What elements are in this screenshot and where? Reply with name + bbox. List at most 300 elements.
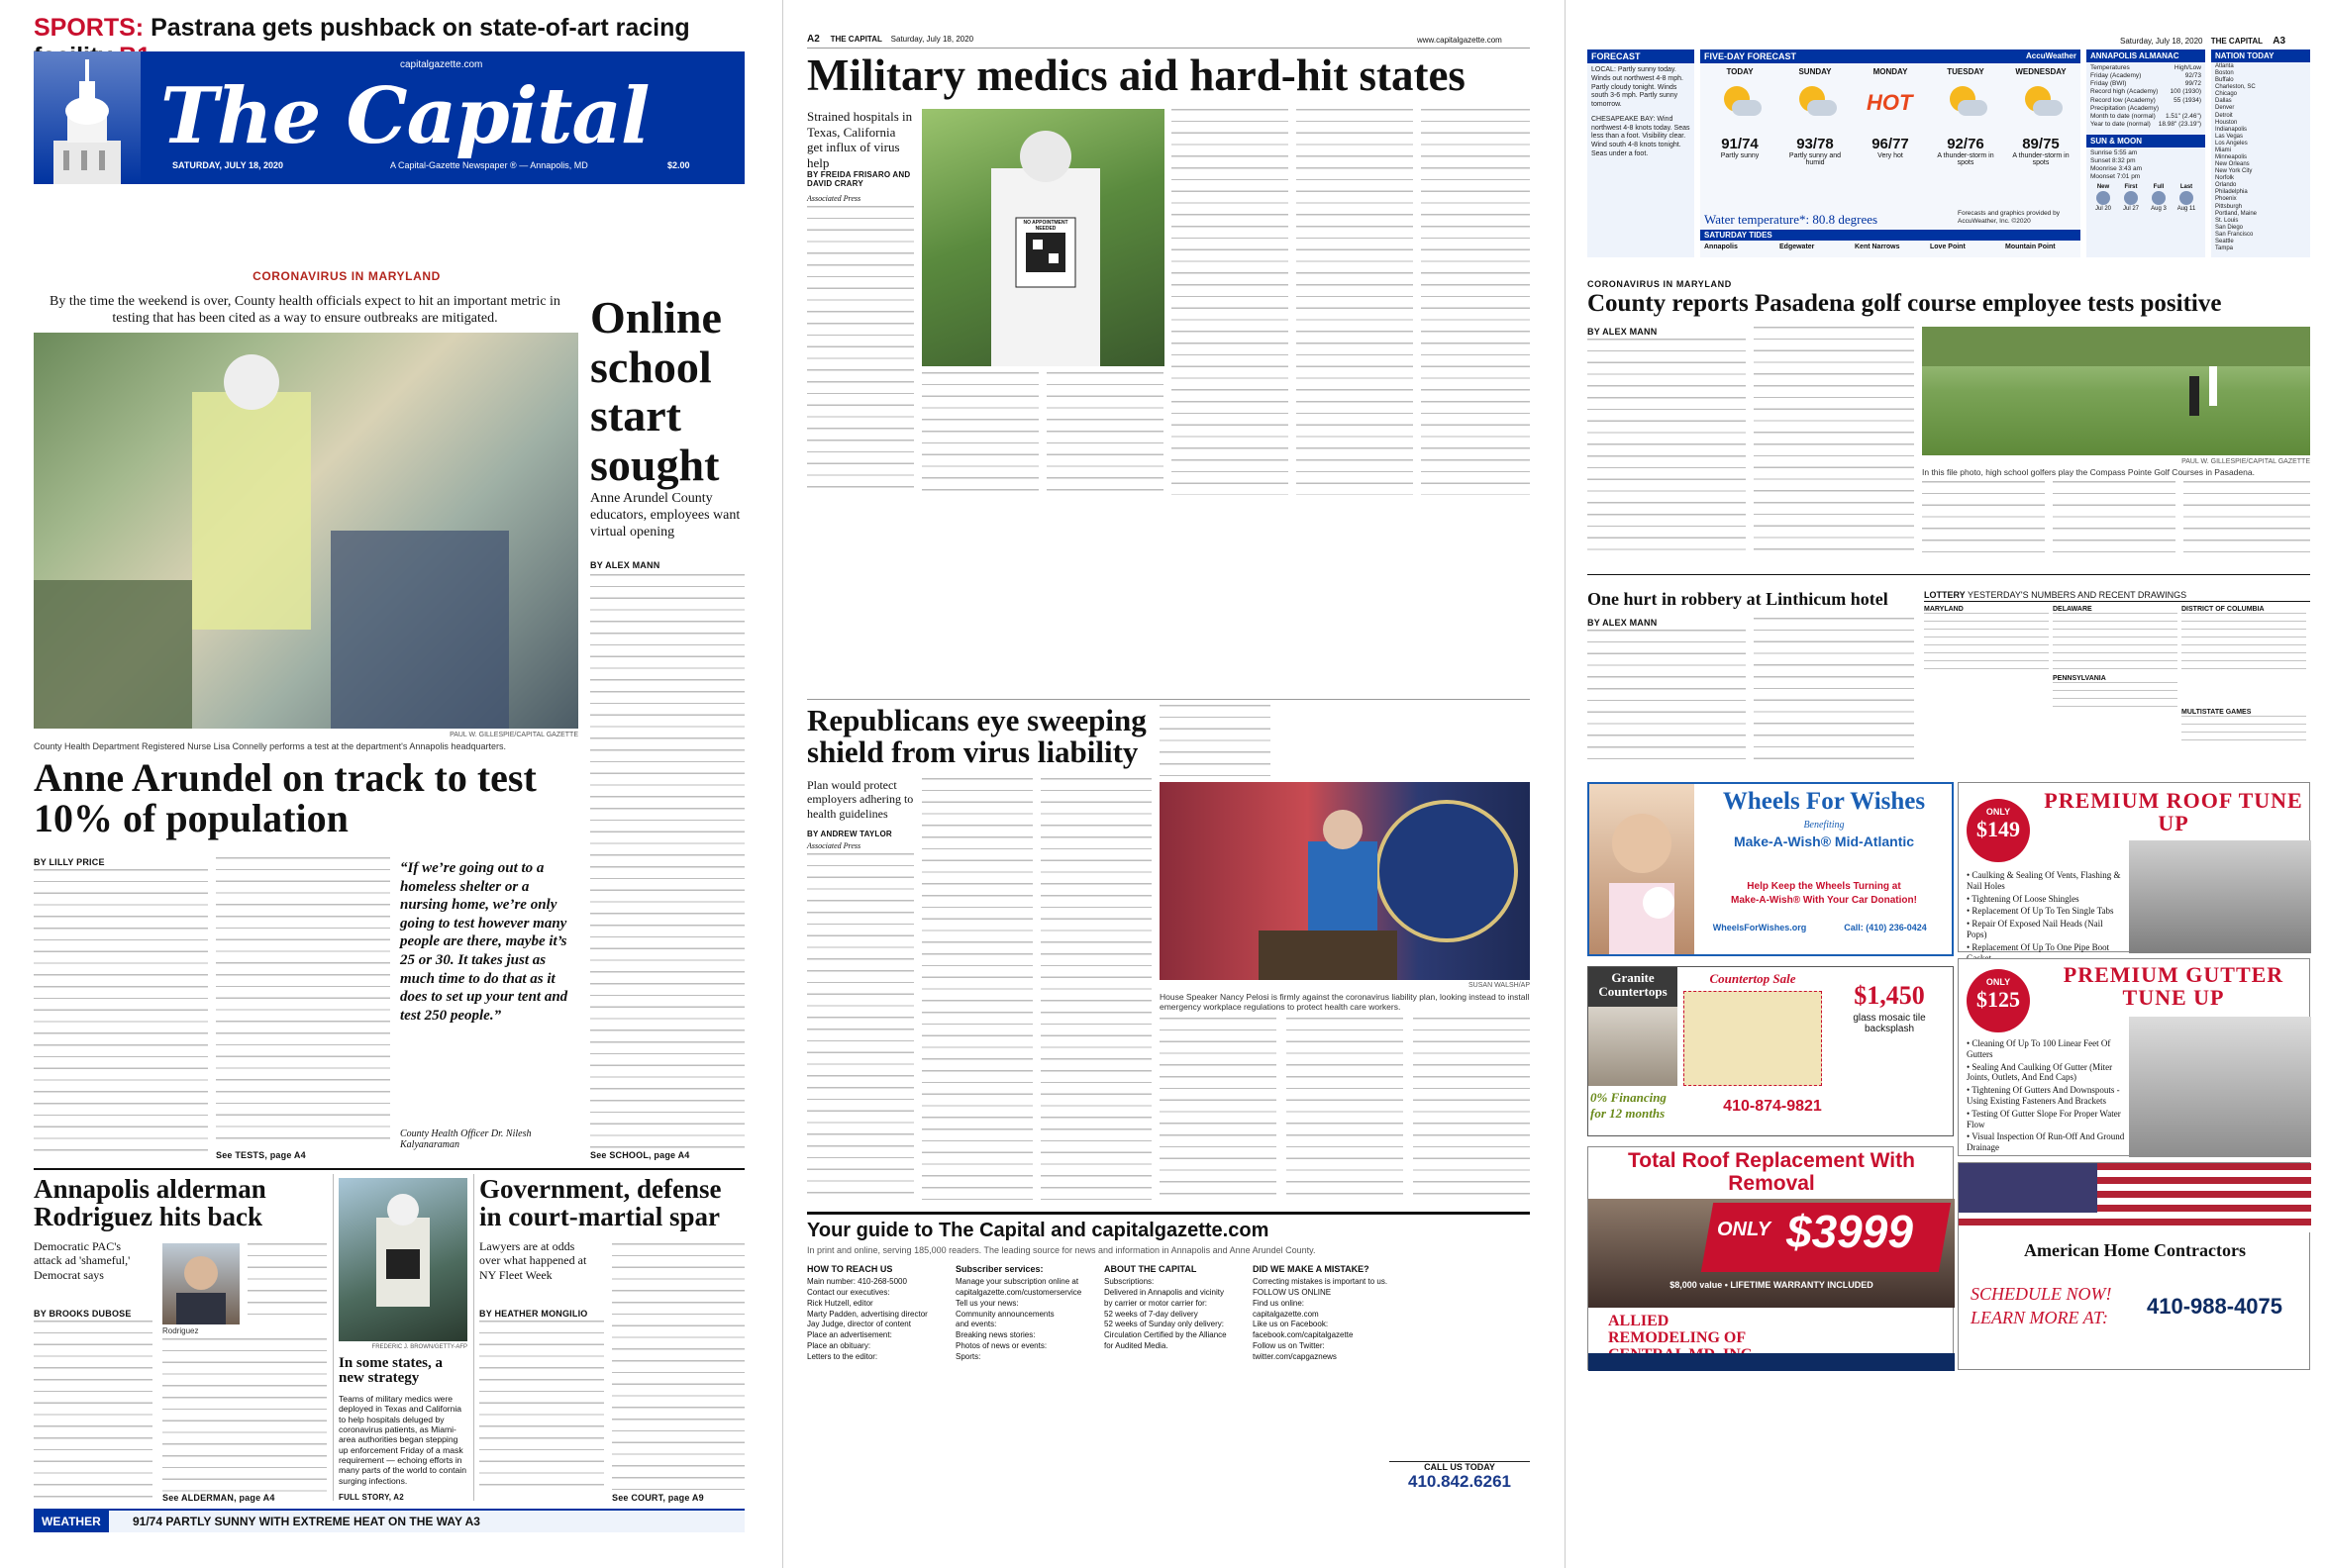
guide-line: Marty Padden, advertising director (807, 1309, 928, 1319)
guide-column (1104, 1263, 1245, 1352)
strategy-credit: FREDERIC J. BROWN/GETTY-AFP (371, 1344, 467, 1350)
guide-line: Follow us on Twitter: (1253, 1340, 1325, 1350)
moon-phases (2086, 184, 2205, 224)
forecast-temps: 92/76 (1947, 136, 1984, 152)
ad-list-item: • Testing Of Gutter Slope For Proper Water Flow (1967, 1108, 2121, 1129)
kitchen-photo (1588, 1007, 1677, 1086)
roof-photo (2129, 840, 2311, 953)
nation-city: Denver (2215, 105, 2235, 112)
forecast-day-name: MONDAY (1872, 67, 1908, 76)
pelosi-caption: House Speaker Nancy Pelosi is firmly against the coronavirus liability plan, looking instead to install emergency workplace regulations to protect health care workers. (1160, 992, 1530, 1012)
almanac-value: 55 (1934) (2174, 96, 2201, 104)
strategy-text: Teams of military medics were deployed in Texas and California to help hospitals deluged by coronavirus patients, as Miami-area authorities began stepping up enforcement Friday of a mask requirement — echoing efforts in many parts of the world to contain surging infections. (339, 1394, 466, 1486)
folio (807, 34, 973, 45)
moon-phase-date: Aug 11 (2176, 205, 2196, 212)
forecast-bay: CHESAPEAKE BAY: Wind northwest 4-8 knots today. Seas less than a foot. Visibility clear. Wind south 4-8 knots tonight. Seas under a foot. (1591, 115, 1690, 157)
alderman-body-side (248, 1243, 327, 1323)
nation-city: Miami (2215, 147, 2231, 153)
guide-line: and events: (956, 1320, 997, 1329)
forecast-day-name: SUNDAY (1798, 67, 1832, 76)
online-school-headline[interactable]: Online school start sought (590, 292, 722, 491)
sun-moon-row: Moonset 7:01 pm (2090, 173, 2141, 181)
nation-city: Philadelphia (2215, 189, 2248, 196)
masthead (34, 51, 745, 184)
court-jump[interactable]: See COURT, page A9 (612, 1493, 704, 1503)
liability-agency: Associated Press (807, 841, 861, 850)
moon-icon (2179, 191, 2193, 205)
sun-moon-row: Moonrise 3:43 am (2090, 165, 2143, 173)
nation-city: Charleston, SC (2215, 84, 2256, 91)
guide-line: by carrier or motor carrier for: (1104, 1298, 1208, 1308)
call-label: CALL US TODAY (1424, 1462, 1495, 1472)
almanac-label: Month to date (normal) (2090, 112, 2156, 120)
online-school-deck: Anne Arundel County educators, employees want virtual opening (590, 491, 741, 539)
ad4-phone[interactable]: 410-988-4075 (2147, 1294, 2283, 1319)
ad5-finance: 0% Financing for 12 months (1590, 1090, 1667, 1121)
ad2-title: PREMIUM ROOF TUNE UP (2044, 788, 2303, 836)
folio-date: Saturday, July 18, 2020 (890, 35, 974, 44)
ad3-only: ONLY (1985, 977, 2011, 987)
golf-photo (1922, 327, 2310, 455)
liability-body-col2 (922, 778, 1033, 1200)
ad6-brand: ALLIED REMODELING OF (1608, 1313, 1746, 1346)
call-number: 410.842.6261 (1408, 1472, 1511, 1491)
hot-label: HOT (1867, 90, 1913, 115)
sun-moon-row: Sunrise 5:55 am (2090, 149, 2138, 156)
ad1-phone[interactable]: Call: (410) 236-0424 (1844, 923, 1927, 932)
lottery-state-name: DELAWARE (2053, 606, 2092, 613)
guide-line: Circulation Certified by the Alliance (1104, 1330, 1227, 1340)
alderman-deck: Democratic PAC's attack ad 'shameful,' Democrat says (34, 1239, 131, 1282)
court-body-col1 (479, 1321, 604, 1491)
wheels-for-wishes-ad[interactable] (1587, 782, 1954, 956)
forecast-local: LOCAL: Partly sunny today. Winds out northwest 4-8 mph. Partly cloudy tonight. Winds south 3-6 mph. Partly sunny tomorrow. (1591, 66, 1683, 108)
medics-deck: Strained hospitals in Texas, California get influx of virus help (807, 109, 913, 170)
masthead-title: The Capital (160, 71, 650, 161)
almanac-box (2086, 49, 2205, 257)
nation-city: New Orleans (2215, 161, 2250, 168)
guide-line: Rick Hutzell, editor (807, 1298, 873, 1308)
almanac-value: 100 (1930) (2170, 88, 2201, 96)
lottery-numbers (1924, 613, 2049, 672)
lottery-state-name: DISTRICT OF COLUMBIA (2181, 606, 2265, 613)
tide-location: Love Point (1930, 244, 1966, 250)
ad-list-item: • Caulking & Sealing Of Vents, Flashing & Nail Holes (1967, 870, 2121, 891)
forecast-day (1930, 67, 2001, 166)
golf-body-col2 (1754, 327, 1914, 558)
main-body-col2 (216, 857, 390, 1146)
guide-column-title: ABOUT THE CAPITAL (1104, 1264, 1197, 1274)
almanac-label: Record high (Academy) (2090, 88, 2159, 96)
page-a3 (1565, 0, 2326, 1568)
nation-city: Chicago (2215, 91, 2238, 98)
pelosi-credit: SUSAN WALSH/AP (1468, 982, 1530, 989)
almanac-value: High/Low (2174, 64, 2201, 71)
gutter-tune-ad[interactable] (1958, 958, 2310, 1156)
main-body-col1 (34, 869, 208, 1158)
almanac-label: Friday (Academy) (2090, 72, 2142, 80)
ad5-coupon (1683, 991, 1822, 1086)
sun-moon-title: SUN & MOON (2086, 135, 2205, 147)
lottery-state (2181, 709, 2306, 741)
main-jump[interactable]: See TESTS, page A4 (216, 1150, 306, 1160)
almanac-row (2090, 97, 2201, 105)
ad-list-item: • Repair Of Exposed Nail Heads (Nail Pops) (1967, 919, 2103, 939)
ad-list-item: • Cleaning Of Up To 100 Linear Feet Of Gutters (1967, 1038, 2111, 1059)
liability-byline: BY ANDREW TAYLOR (807, 830, 892, 838)
lottery-state (1924, 606, 2049, 672)
nation-box (2211, 49, 2310, 257)
topline-label: SPORTS: (34, 14, 145, 42)
sun-moon-row: Sunset 8:32 pm (2090, 157, 2136, 165)
hot-sun-icon (1855, 76, 1926, 136)
cloud-shape (1807, 100, 1837, 116)
almanac-label: Temperatures (2090, 64, 2130, 71)
online-school-byline: BY ALEX MANN (590, 560, 660, 570)
strategy-photo (339, 1178, 467, 1341)
alderman-body-col2 (162, 1338, 327, 1497)
main-headline[interactable]: Anne Arundel on track to test 10% of population (34, 755, 537, 840)
ad3-title: PREMIUM GUTTER TUNE UP (2063, 962, 2284, 1011)
photo-credit: PAUL W. GILLESPIE/CAPITAL GAZETTE (450, 732, 578, 738)
guide-column (956, 1263, 1096, 1363)
medics-body-col6 (1421, 109, 1530, 495)
court-headline[interactable]: Government, defense in court-martial spar (479, 1174, 722, 1231)
tide-location: Edgewater (1779, 244, 1815, 250)
rodriguez-headshot (162, 1243, 240, 1324)
pelosi-photo (1160, 782, 1530, 980)
forecast-cond: A thunder-storm in spots (1937, 152, 1994, 166)
medics-headline[interactable]: Military medics aid hard-hit states (807, 50, 1466, 100)
water-temperature: Water temperature*: 80.8 degrees (1704, 212, 1878, 227)
guide-line: Photos of news or events: (956, 1340, 1048, 1350)
forecast-cond: A thunder-storm in spots (2012, 152, 2070, 166)
moon-phase-name: Last (2179, 183, 2193, 190)
guide-column-title: HOW TO REACH US (807, 1264, 893, 1274)
guide-column-title: Subscriber services: (956, 1264, 1044, 1274)
photo-caption: County Health Department Registered Nurse Lisa Connelly performs a test at the department's Annapolis headquarters. (34, 741, 506, 751)
alderman-jump[interactable]: See ALDERMAN, page A4 (162, 1493, 275, 1503)
ad5-glass: glass mosaic tile backsplash (1853, 1013, 1926, 1034)
tide-location: Annapolis (1704, 244, 1738, 250)
forecast-box (1587, 49, 1694, 257)
liability-body-col1 (807, 853, 914, 1200)
folio-paper: THE CAPITAL (830, 35, 882, 44)
court-body-col2 (612, 1243, 745, 1491)
guide-line: facebook.com/capitalgazette (1253, 1330, 1354, 1340)
ad-list-item: • Replacement Of Up To Ten Single Tabs (1967, 906, 2114, 917)
ad4-brand: American Home Contractors (2024, 1240, 2246, 1260)
guide-line: FOLLOW US ONLINE (1253, 1287, 1332, 1297)
guide-line: Place an obituary: (807, 1340, 871, 1350)
guide-line: Tell us your news: (956, 1298, 1019, 1308)
masthead-url[interactable]: capitalgazette.com (400, 59, 483, 70)
weather-bar[interactable] (34, 1509, 745, 1532)
liability-body-col4 (1160, 705, 1270, 782)
partly-sunny-icon (1930, 76, 2001, 136)
moon-phase-date: Jul 27 (2122, 205, 2139, 212)
golf-body-col5 (2183, 481, 2310, 558)
folio-url[interactable]: www.capitalgazette.com (1417, 36, 1502, 45)
liability-deck: Plan would protect employers adhering to health guidelines (807, 778, 914, 821)
court-deck: Lawyers are at odds over what happened at NY Fleet Week (479, 1239, 587, 1282)
guide-line: Sports: (956, 1351, 981, 1361)
child-photo (1589, 784, 1694, 954)
almanac-row (2090, 121, 2201, 129)
moon-phase (2118, 184, 2144, 212)
ad1-line1: Help Keep the Wheels Turning at (1747, 881, 1901, 892)
ad-list-item: • Tightening Of Gutters And Downspouts - Using Existing Fasteners And Brackets (1967, 1085, 2120, 1106)
moon-phase-date: Aug 3 (2151, 205, 2167, 212)
lottery-state-name: MARYLAND (1924, 606, 1964, 613)
five-day-title: FIVE-DAY FORECAST (1704, 51, 1797, 61)
lottery-title: LOTTERY (1924, 590, 1966, 600)
medics-photo (922, 109, 1164, 366)
lottery-state (2053, 675, 2177, 708)
golf-caption: In this file photo, high school golfers play the Compass Pointe Golf Courses in Pasadena. (1922, 467, 2255, 477)
almanac-label: Friday (BWI) (2090, 80, 2127, 88)
forecast-day (1704, 67, 1775, 159)
partly-sunny-icon (2005, 76, 2076, 136)
medics-body-col3 (1047, 372, 1163, 496)
forecast-day-name: WEDNESDAY (2015, 67, 2067, 76)
robbery-headline[interactable]: One hurt in robbery at Linthicum hotel (1587, 589, 1888, 609)
tides-title: SATURDAY TIDES (1700, 230, 2080, 241)
lottery-state (2181, 606, 2306, 672)
ad1-org: Make-A-Wish® Mid-Atlantic (1733, 833, 1915, 849)
moon-icon (2124, 191, 2138, 205)
roof-tune-ad[interactable] (1958, 782, 2310, 952)
ad6-price: $3999 (1786, 1206, 1913, 1257)
nation-city: Minneapolis (2215, 154, 2248, 161)
golf-headline[interactable]: County reports Pasadena golf course employee tests positive (1587, 290, 2222, 317)
nation-city: Dallas (2215, 98, 2232, 105)
ad-list-item: • Tightening Of Loose Shingles (1967, 893, 2079, 904)
alderman-body-col1 (34, 1321, 152, 1499)
ad1-title: Wheels For Wishes (1722, 788, 1926, 815)
sign-text: NO APPOINTMENT NEEDED (1023, 220, 1068, 232)
golf-body-col3 (1922, 481, 2045, 558)
ad3-price: $125 (1976, 987, 2020, 1012)
guide-line: twitter.com/capgaznews (1253, 1351, 1337, 1361)
ad1-url[interactable]: WheelsForWishes.org (1712, 923, 1807, 932)
robbery-byline: BY ALEX MANN (1587, 618, 1658, 628)
lottery-state (2053, 606, 2177, 672)
medics-body-col5 (1296, 109, 1413, 495)
rodriguez-caption: Rodriguez (162, 1326, 199, 1335)
guide-line: 52 weeks of Sunday only delivery: (1104, 1320, 1224, 1329)
granite-ad[interactable] (1587, 966, 1954, 1136)
ad3-list (1967, 1038, 2125, 1155)
ad-list-item: • Sealing And Caulking Of Gutter (Miter Joints, Outlets, And End Caps) (1967, 1061, 2113, 1083)
guide-line: Subscriptions: (1104, 1277, 1155, 1287)
moon-phase (2146, 184, 2172, 212)
guide-line: Find us online: (1253, 1298, 1305, 1308)
almanac-value: 99/72 (2184, 80, 2201, 88)
ad6-title: Total Roof Replacement With Removal (1628, 1149, 1915, 1196)
nation-city: Buffalo (2215, 77, 2234, 84)
forecast-credit: Forecasts and graphics provided by AccuWeather, Inc. ©2020 (1958, 210, 2060, 226)
guide-line: Like us on Facebook: (1253, 1320, 1329, 1329)
forecast-day (1779, 67, 1851, 166)
folio-paper: THE CAPITAL (2210, 37, 2263, 46)
nation-city: Las Vegas (2215, 133, 2244, 140)
ad1-line2: Make-A-Wish® With Your Car Donation! (1731, 895, 1917, 906)
ad4-cta2: LEARN MORE AT: (1971, 1308, 2108, 1327)
lottery-state-name: PENNSYLVANIA (2053, 675, 2106, 682)
guide-line: Contact our executives: (807, 1287, 890, 1297)
state-house-dome-icon (34, 51, 141, 184)
moon-phase (2174, 184, 2199, 212)
guide-line: Main number: 410-268-5000 (807, 1277, 907, 1287)
covid-testing-photo (34, 333, 578, 729)
forecast-cond: Partly sunny and humid (1788, 152, 1842, 166)
medics-agency: Associated Press (807, 194, 861, 203)
online-school-body (590, 574, 745, 1148)
almanac-row (2090, 72, 2201, 80)
nation-city: Norfolk (2215, 175, 2235, 182)
robbery-body-col2 (1754, 618, 1914, 764)
court-byline: BY HEATHER MONGILIO (479, 1309, 588, 1319)
partly-sunny-icon (1779, 76, 1851, 136)
guide-line: capitalgazette.com/customerservice (956, 1287, 1082, 1297)
liability-headline[interactable]: Republicans eye sweeping shield from virus liability (807, 703, 1147, 769)
guide-line: Delivered in Annapolis and vicinity (1104, 1287, 1224, 1297)
sun-moon-rows (2086, 147, 2205, 184)
alderman-byline: BY BROOKS DUBOSE (34, 1309, 132, 1319)
guide-line: Correcting mistakes is important to us. (1253, 1277, 1388, 1287)
forecast-cond: Very hot (1877, 152, 1903, 159)
forecast-title: FORECAST (1587, 49, 1694, 63)
cloud-shape (1958, 100, 1987, 116)
golf-credit: PAUL W. GILLESPIE/CAPITAL GAZETTE (2181, 458, 2310, 465)
lottery-state-name: MULTISTATE GAMES (2181, 709, 2252, 716)
ad4-cta1: SCHEDULE NOW! (1971, 1284, 2112, 1304)
ad3-price-badge (1967, 969, 2030, 1032)
nation-city: St. Louis (2215, 217, 2239, 224)
guide-line: Letters to the editor: (807, 1351, 878, 1361)
almanac-value: 1.51" (2.46") (2165, 112, 2201, 120)
guide-column-title: DID WE MAKE A MISTAKE? (1253, 1264, 1369, 1274)
masthead-price: $2.00 (667, 160, 690, 170)
almanac-value: 92/73 (2184, 72, 2201, 80)
forecast-cond: Partly sunny (1720, 152, 1760, 159)
almanac-row (2090, 113, 2201, 121)
moon-phase-date: Jul 20 (2094, 205, 2111, 212)
ad2-list (1967, 870, 2125, 965)
accuweather-logo: AccuWeather (2026, 51, 2076, 60)
medics-body-col1 (807, 206, 914, 493)
lottery-subtitle: YESTERDAY'S NUMBERS AND RECENT DRAWINGS (1968, 590, 2187, 600)
guide-column (1253, 1263, 1393, 1363)
main-byline: BY LILLY PRICE (34, 857, 105, 867)
masthead-date: SATURDAY, JULY 18, 2020 (172, 160, 284, 170)
folio-date: Saturday, July 18, 2020 (2120, 37, 2203, 46)
ad-list-item: • Replacement Of Up To One Pipe Boot (1967, 941, 2110, 952)
american-home-ad[interactable] (1958, 1162, 2310, 1370)
almanac-label: Precipitation (Academy) (2090, 104, 2159, 112)
forecast-temps: 89/75 (2022, 136, 2060, 152)
strategy-jump[interactable]: FULL STORY, A2 (339, 1493, 404, 1502)
almanac-row (2090, 64, 2201, 72)
alderman-headline[interactable]: Annapolis alderman Rodriguez hits back (34, 1174, 266, 1231)
guide-line: Manage your subscription online at (956, 1277, 1079, 1287)
gutter-photo (2129, 1017, 2311, 1157)
ad5-title: Granite Countertops (1588, 967, 1677, 1007)
cloud-shape (2033, 100, 2063, 116)
ad6-value: $8,000 value • LIFETIME WARRANTY INCLUDED (1669, 1280, 1873, 1290)
forecast-day (1855, 67, 1926, 159)
moon-phase-name: First (2124, 183, 2138, 190)
guide-line: Breaking news stories: (956, 1330, 1036, 1340)
online-school-jump[interactable]: See SCHOOL, page A4 (590, 1150, 690, 1160)
nation-city: Orlando (2215, 182, 2237, 189)
ad5-sale: Countertop Sale (1709, 971, 1796, 986)
front-page (0, 0, 762, 1568)
nation-city: Pittsburgh (2215, 203, 2243, 210)
topline-text: Pastrana gets pushback on state-of-art racing (151, 14, 690, 42)
moon-icon (2096, 191, 2110, 205)
guide-line: capitalgazette.com (1253, 1309, 1319, 1319)
flag-canton (1959, 1163, 2097, 1213)
weather-label: WEATHER (34, 1511, 109, 1532)
guide-title: Your guide to The Capital and capitalgazette.com (807, 1220, 1269, 1241)
almanac-row (2090, 80, 2201, 88)
forecast-day (2005, 67, 2076, 166)
tide-location: Kent Narrows (1855, 244, 1900, 250)
call-box[interactable] (1389, 1461, 1530, 1492)
ad1-benefiting: Benefiting (1803, 820, 1845, 831)
almanac-label: Record low (Academy) (2090, 96, 2156, 104)
moon-phase-name: Full (2153, 183, 2165, 190)
ad5-price: $1,450 (1854, 981, 1925, 1010)
liability-body-col3 (1041, 778, 1152, 1200)
liability-body-col5 (1160, 1018, 1276, 1200)
golf-body-col1 (1587, 339, 1746, 558)
almanac-row (2090, 88, 2201, 96)
forecast-day-name: TODAY (1726, 67, 1754, 76)
pull-quote-attribution: County Health Officer Dr. Nilesh Kalyanaraman (400, 1128, 532, 1150)
nation-city: Boston (2215, 70, 2234, 77)
nation-city: New York City (2215, 168, 2253, 175)
weather-text: 91/74 PARTLY SUNNY WITH EXTREME HEAT ON THE WAY A3 (133, 1515, 480, 1528)
cloud-shape (1732, 100, 1762, 116)
ad6-only: ONLY (1717, 1219, 1771, 1240)
liability-body-col6 (1286, 1018, 1403, 1200)
golf-byline: BY ALEX MANN (1587, 327, 1658, 337)
lottery-numbers (2181, 613, 2306, 672)
ad5-phone[interactable]: 410-874-9821 (1723, 1098, 1822, 1115)
forecast-temps: 93/78 (1796, 136, 1834, 152)
almanac-row (2090, 105, 2201, 113)
almanac-title: ANNAPOLIS ALMANAC (2086, 49, 2205, 62)
nation-city: Phoenix (2215, 196, 2237, 203)
strategy-headline[interactable]: In some states, a new strategy (339, 1355, 443, 1387)
partly-sunny-icon (1704, 76, 1775, 136)
allied-roof-ad[interactable] (1587, 1146, 1954, 1370)
section-kicker: CORONAVIRUS IN MARYLAND (253, 269, 441, 283)
lead-deck: By the time the weekend is over, County health officials expect to hit an important metric in testing that has been cited as a way to ensure outbreaks are mitigated. (50, 294, 560, 327)
medics-body-col4 (1171, 109, 1288, 495)
liability-body-col7 (1413, 1018, 1530, 1200)
forecast-temps: 91/74 (1721, 136, 1759, 152)
ad2-price: $149 (1976, 817, 2020, 841)
folio3 (2120, 36, 2285, 47)
guide-line: 52 weeks of 7-day delivery (1104, 1309, 1198, 1319)
tide-location: Mountain Point (2005, 244, 2056, 250)
nation-city: Tampa (2215, 245, 2234, 252)
guide-line: Place an advertisement: (807, 1330, 892, 1340)
